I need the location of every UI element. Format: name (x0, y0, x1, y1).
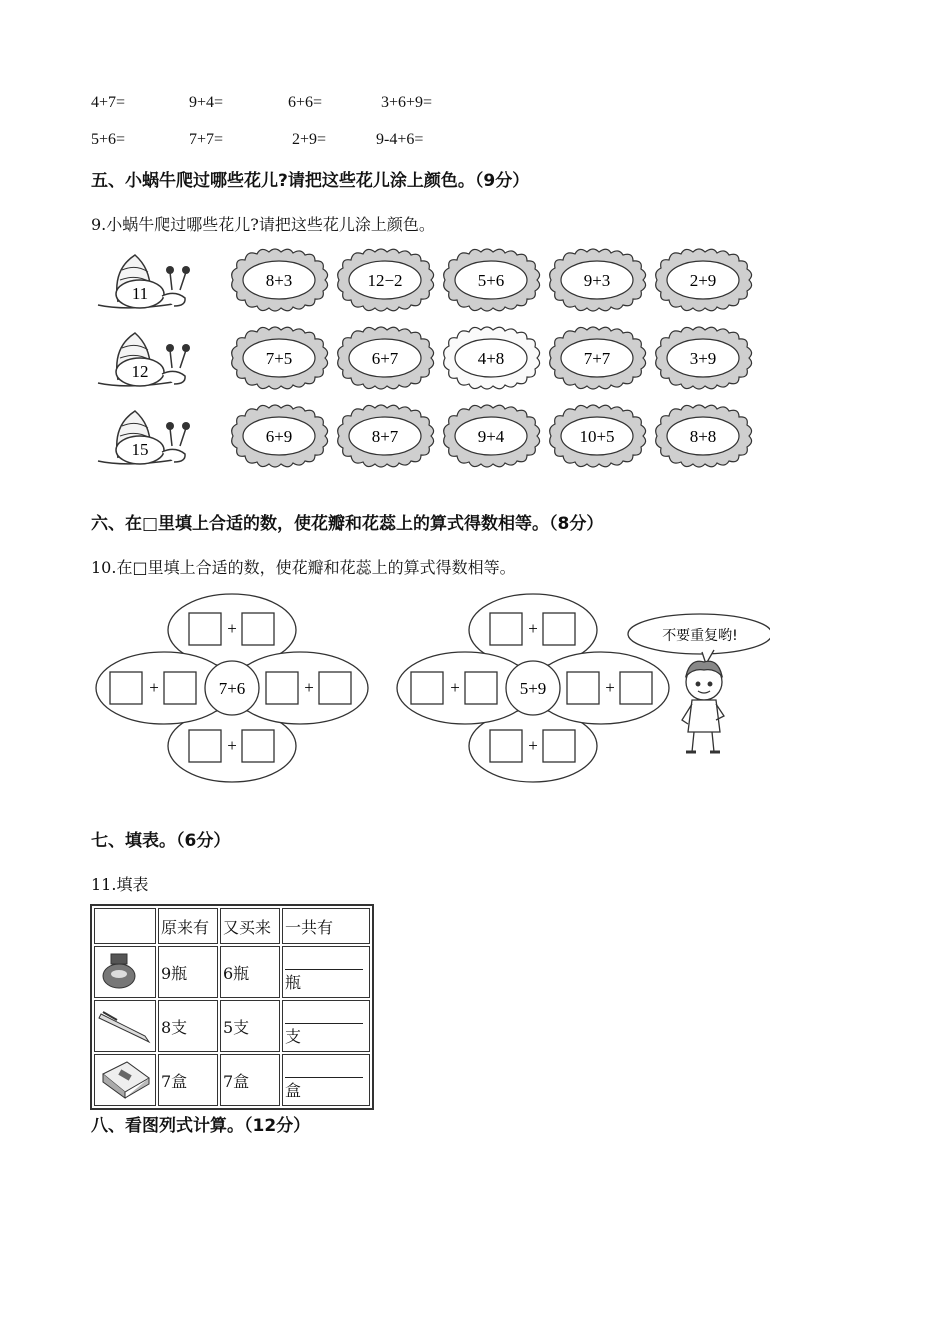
flower-expression: 7+7 (583, 349, 611, 368)
answer-box[interactable] (189, 730, 221, 762)
plus-sign: + (304, 678, 314, 697)
table-row (94, 946, 370, 998)
flower-expression: 2+9 (689, 271, 717, 290)
equation: 9+4= (189, 94, 224, 111)
unit-label: 盒 (285, 1081, 302, 1100)
snail-number: 15 (131, 440, 149, 459)
question-10: 10.在□里填上合适的数，使花瓣和花蕊上的算式得数相等。 (91, 558, 516, 577)
flower-expression: 4+8 (477, 349, 505, 368)
snail-row-1 (98, 249, 752, 311)
table-header-cell: 一共有 (282, 908, 370, 944)
table-header-cell: 原来有 (158, 908, 218, 944)
table-header-row (94, 908, 370, 944)
center-expression: 7+6 (218, 679, 246, 698)
bought-count: 6瓶 (220, 946, 280, 998)
section-6-heading: 六、在□里填上合适的数，使花瓣和花蕊上的算式得数相等。（8分） (91, 514, 604, 534)
flower-expression: 3+9 (689, 349, 717, 368)
question-11: 11.填表 (91, 875, 149, 894)
answer-box[interactable] (242, 613, 274, 645)
answer-box[interactable] (543, 613, 575, 645)
unit-label: 瓶 (285, 973, 302, 992)
table-row (94, 1054, 370, 1106)
answer-box[interactable] (465, 672, 497, 704)
speech-bubble (628, 614, 770, 664)
petal-flower-2 (397, 594, 669, 782)
equation: 9-4+6= (376, 131, 424, 148)
plus-sign: + (227, 619, 237, 638)
equation: 3+6+9= (381, 94, 433, 111)
answer-box[interactable] (543, 730, 575, 762)
answer-box[interactable] (164, 672, 196, 704)
fill-table (90, 904, 374, 1110)
snail-flower-figure (90, 244, 770, 474)
answer-box[interactable] (189, 613, 221, 645)
table-row (94, 1000, 370, 1052)
equation: 2+9= (292, 131, 327, 148)
answer-box[interactable] (242, 730, 274, 762)
bought-count: 5支 (220, 1000, 280, 1052)
answer-box[interactable] (620, 672, 652, 704)
section-7-heading: 七、填表。（6分） (91, 831, 231, 851)
total-answer[interactable] (282, 946, 370, 998)
flower-expression: 12−2 (367, 271, 403, 290)
plus-sign: + (605, 678, 615, 697)
answer-box[interactable] (490, 730, 522, 762)
flower-expression: 10+5 (579, 427, 615, 446)
eraser-box-icon (94, 1054, 156, 1106)
answer-box[interactable] (110, 672, 142, 704)
equation: 6+6= (288, 94, 323, 111)
plus-sign: + (528, 736, 538, 755)
plus-sign: + (528, 619, 538, 638)
petal-flower-1 (96, 594, 368, 782)
table-header-cell: 又买来 (220, 908, 280, 944)
unit-label: 支 (285, 1027, 302, 1046)
answer-box[interactable] (319, 672, 351, 704)
flower-expression: 6+9 (265, 427, 293, 446)
total-answer[interactable] (282, 1000, 370, 1052)
bought-count: 7盒 (220, 1054, 280, 1106)
original-count: 7盒 (158, 1054, 218, 1106)
answer-box[interactable] (266, 672, 298, 704)
flower-expression: 6+7 (371, 349, 399, 368)
child-icon (682, 661, 724, 752)
plus-sign: + (149, 678, 159, 697)
center-expression: 5+9 (519, 679, 547, 698)
plus-sign: + (227, 736, 237, 755)
speech-text: 不要重复哟! (662, 628, 738, 644)
flower-expression: 7+5 (265, 349, 293, 368)
answer-box[interactable] (490, 613, 522, 645)
plus-sign: + (450, 678, 460, 697)
answer-box[interactable] (411, 672, 443, 704)
original-count: 8支 (158, 1000, 218, 1052)
original-count: 9瓶 (158, 946, 218, 998)
equation: 7+7= (189, 131, 224, 148)
snail-row-2 (98, 327, 752, 389)
petal-flowers-figure (90, 592, 770, 792)
snail-number: 11 (131, 284, 149, 303)
flower-expression: 8+7 (371, 427, 399, 446)
section-5-heading: 五、小蜗牛爬过哪些花儿?请把这些花儿涂上颜色。（9分） (91, 171, 530, 191)
flower-expression: 8+8 (689, 427, 717, 446)
answer-box[interactable] (567, 672, 599, 704)
flower-expression: 9+4 (477, 427, 505, 446)
total-answer[interactable] (282, 1054, 370, 1106)
question-9: 9.小蜗牛爬过哪些花儿?请把这些花儿涂上颜色。 (91, 215, 435, 234)
flower-expression: 8+3 (265, 271, 293, 290)
pen-icon (94, 1000, 156, 1052)
ink-bottle-icon (94, 946, 156, 998)
snail-row-3 (98, 405, 752, 467)
flower-expression: 9+3 (583, 271, 611, 290)
section-8-heading: 八、看图列式计算。（12分） (91, 1116, 311, 1136)
table-header-cell (94, 908, 156, 944)
snail-number: 12 (131, 362, 149, 381)
equation: 5+6= (91, 131, 126, 148)
flower-expression: 5+6 (477, 271, 505, 290)
equation: 4+7= (91, 94, 126, 111)
